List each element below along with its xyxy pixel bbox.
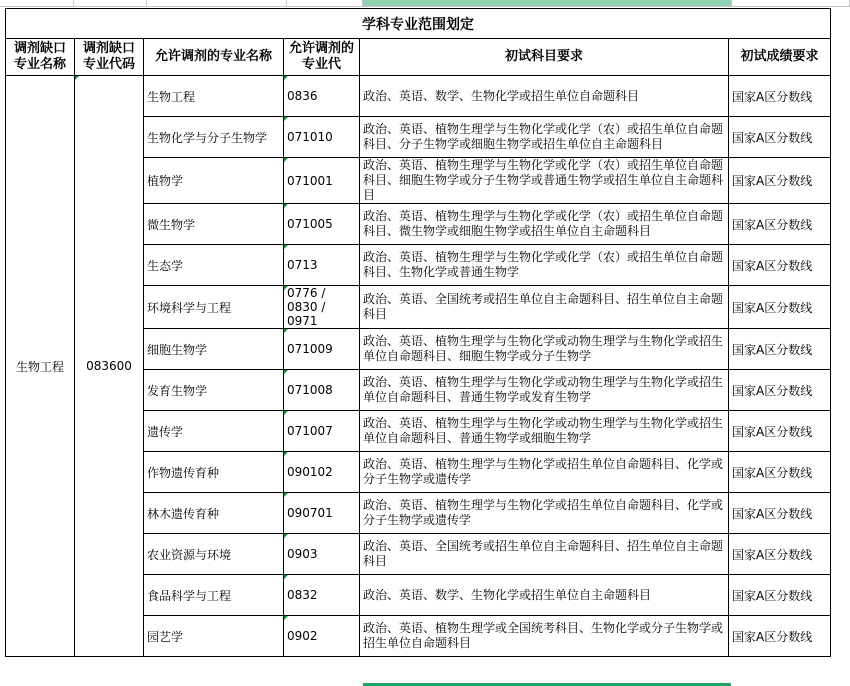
score-requirement-cell[interactable]: 国家A区分数线 (729, 117, 831, 158)
allowed-major-name-cell[interactable]: 植物学 (144, 158, 284, 204)
allowed-major-code-cell[interactable]: 0836 (284, 76, 360, 117)
allowed-major-code-cell[interactable]: 0902 (284, 616, 360, 657)
score-requirement-cell[interactable]: 国家A区分数线 (729, 534, 831, 575)
allowed-major-name-cell[interactable]: 生物工程 (144, 76, 284, 117)
allowed-major-code-cell[interactable]: 090102 (284, 452, 360, 493)
exam-subjects-cell[interactable]: 政治、英语、植物生理学与生物化学或动物生理学与生物化学或招生单位自命题科目、普通生物学或细胞生物学 (360, 411, 729, 452)
allowed-major-name-cell[interactable]: 微生物学 (144, 204, 284, 245)
header-gap-major-code[interactable]: 调剂缺口专业代码 (75, 39, 144, 76)
allowed-major-code-cell[interactable]: 071009 (284, 329, 360, 370)
table-row (6, 76, 831, 117)
score-requirement-cell[interactable]: 国家A区分数线 (729, 411, 831, 452)
allowed-major-name-cell[interactable]: 食品科学与工程 (144, 575, 284, 616)
exam-subjects-cell[interactable]: 政治、英语、植物生理学与生物化学或动物生理学与生物化学或招生单位自命题科目、普通生物学或发育生物学 (360, 370, 729, 411)
header-gap-major-name[interactable]: 调剂缺口专业名称 (6, 39, 75, 76)
allowed-major-name-cell[interactable]: 园艺学 (144, 616, 284, 657)
score-requirement-cell[interactable]: 国家A区分数线 (729, 76, 831, 117)
exam-subjects-cell[interactable]: 政治、英语、植物生理学或全国统考科目、生物化学或分子生物学或招生单位自命题科目 (360, 616, 729, 657)
exam-subjects-cell[interactable]: 政治、英语、数学、生物化学或招生单位自命题科目 (360, 76, 729, 117)
allowed-major-code-cell[interactable]: 0776 / 0830 / 0971 (284, 286, 360, 329)
header-row (6, 39, 831, 76)
gap-major-name-cell[interactable]: 生物工程 (6, 76, 75, 657)
allowed-major-name-cell[interactable]: 发育生物学 (144, 370, 284, 411)
allowed-major-code-cell[interactable]: 071001 (284, 158, 360, 204)
allowed-major-code-cell[interactable]: 0832 (284, 575, 360, 616)
score-requirement-cell[interactable]: 国家A区分数线 (729, 204, 831, 245)
score-requirement-cell[interactable]: 国家A区分数线 (729, 575, 831, 616)
score-requirement-cell[interactable]: 国家A区分数线 (729, 452, 831, 493)
sheet-title-cell[interactable]: 学科专业范围划定 (6, 9, 831, 39)
allowed-major-name-cell[interactable]: 农业资源与环境 (144, 534, 284, 575)
exam-subjects-cell[interactable]: 政治、英语、植物生理学与生物化学或招生单位自命题科目、化学或分子生物学或遗传学 (360, 452, 729, 493)
header-score-requirement[interactable]: 初试成绩要求 (729, 39, 831, 76)
exam-subjects-cell[interactable]: 政治、英语、植物生理学与生物化学或化学（农）或招生单位自命题科目、生物化学或普通生物学 (360, 245, 729, 286)
exam-subjects-cell[interactable]: 政治、英语、植物生理学与生物化学或招生单位自命题科目、化学或分子生物学或遗传学 (360, 493, 729, 534)
score-requirement-cell[interactable]: 国家A区分数线 (729, 286, 831, 329)
exam-subjects-cell[interactable]: 政治、英语、数学、生物化学或招生单位自主命题科目 (360, 575, 729, 616)
exam-subjects-cell[interactable]: 政治、英语、全国统考或招生单位自主命题科目、招生单位自主命题科目 (360, 286, 729, 329)
allowed-major-name-cell[interactable]: 生物化学与分子生物学 (144, 117, 284, 158)
score-requirement-cell[interactable]: 国家A区分数线 (729, 616, 831, 657)
allowed-major-name-cell[interactable]: 细胞生物学 (144, 329, 284, 370)
column-header-c[interactable] (147, 0, 287, 6)
column-header-strip (0, 0, 850, 7)
allowed-major-name-cell[interactable]: 遗传学 (144, 411, 284, 452)
allowed-major-code-cell[interactable]: 071007 (284, 411, 360, 452)
exam-subjects-cell[interactable]: 政治、英语、植物生理学与生物化学或化学（农）或招生单位自命题科目、细胞生物学或分子生物学或普通生物学或招生单位自主命题科目 (360, 158, 729, 204)
gap-major-code-cell[interactable]: 083600 (75, 76, 144, 657)
spreadsheet-table (5, 8, 831, 657)
score-requirement-cell[interactable]: 国家A区分数线 (729, 493, 831, 534)
score-requirement-cell[interactable]: 国家A区分数线 (729, 158, 831, 204)
allowed-major-code-cell[interactable]: 0903 (284, 534, 360, 575)
score-requirement-cell[interactable]: 国家A区分数线 (729, 370, 831, 411)
allowed-major-code-cell[interactable]: 071010 (284, 117, 360, 158)
score-requirement-cell[interactable]: 国家A区分数线 (729, 329, 831, 370)
column-header-d[interactable] (287, 0, 363, 6)
column-header-a[interactable] (0, 0, 74, 6)
allowed-major-name-cell[interactable]: 生态学 (144, 245, 284, 286)
column-header-e[interactable] (363, 0, 732, 6)
allowed-major-name-cell[interactable]: 环境科学与工程 (144, 286, 284, 329)
allowed-major-code-cell[interactable]: 071005 (284, 204, 360, 245)
exam-subjects-cell[interactable]: 政治、英语、全国统考或招生单位自主命题科目、招生单位自主命题科目 (360, 534, 729, 575)
allowed-major-name-cell[interactable]: 作物遗传育种 (144, 452, 284, 493)
header-exam-subjects[interactable]: 初试科目要求 (360, 39, 729, 76)
allowed-major-code-cell[interactable]: 0713 (284, 245, 360, 286)
exam-subjects-cell[interactable]: 政治、英语、植物生理学与生物化学或动物生理学与生物化学或招生单位自命题科目、细胞生物学或分子生物学 (360, 329, 729, 370)
allowed-major-code-cell[interactable]: 071008 (284, 370, 360, 411)
header-allowed-major-code[interactable]: 允许调剂的专业代 (284, 39, 360, 76)
column-header-b[interactable] (74, 0, 147, 6)
score-requirement-cell[interactable]: 国家A区分数线 (729, 245, 831, 286)
exam-subjects-cell[interactable]: 政治、英语、植物生理学与生物化学或化学（农）或招生单位自命题科目、分子生物学或细胞生物学或招生单位自主命题科目 (360, 117, 729, 158)
allowed-major-name-cell[interactable]: 林木遗传育种 (144, 493, 284, 534)
header-allowed-major-name[interactable]: 允许调剂的专业名称 (144, 39, 284, 76)
exam-subjects-cell[interactable]: 政治、英语、植物生理学与生物化学或化学（农）或招生单位自命题科目、微生物学或细胞生物学或招生单位自主命题科目 (360, 204, 729, 245)
column-header-f[interactable] (732, 0, 850, 6)
allowed-major-code-cell[interactable]: 090701 (284, 493, 360, 534)
